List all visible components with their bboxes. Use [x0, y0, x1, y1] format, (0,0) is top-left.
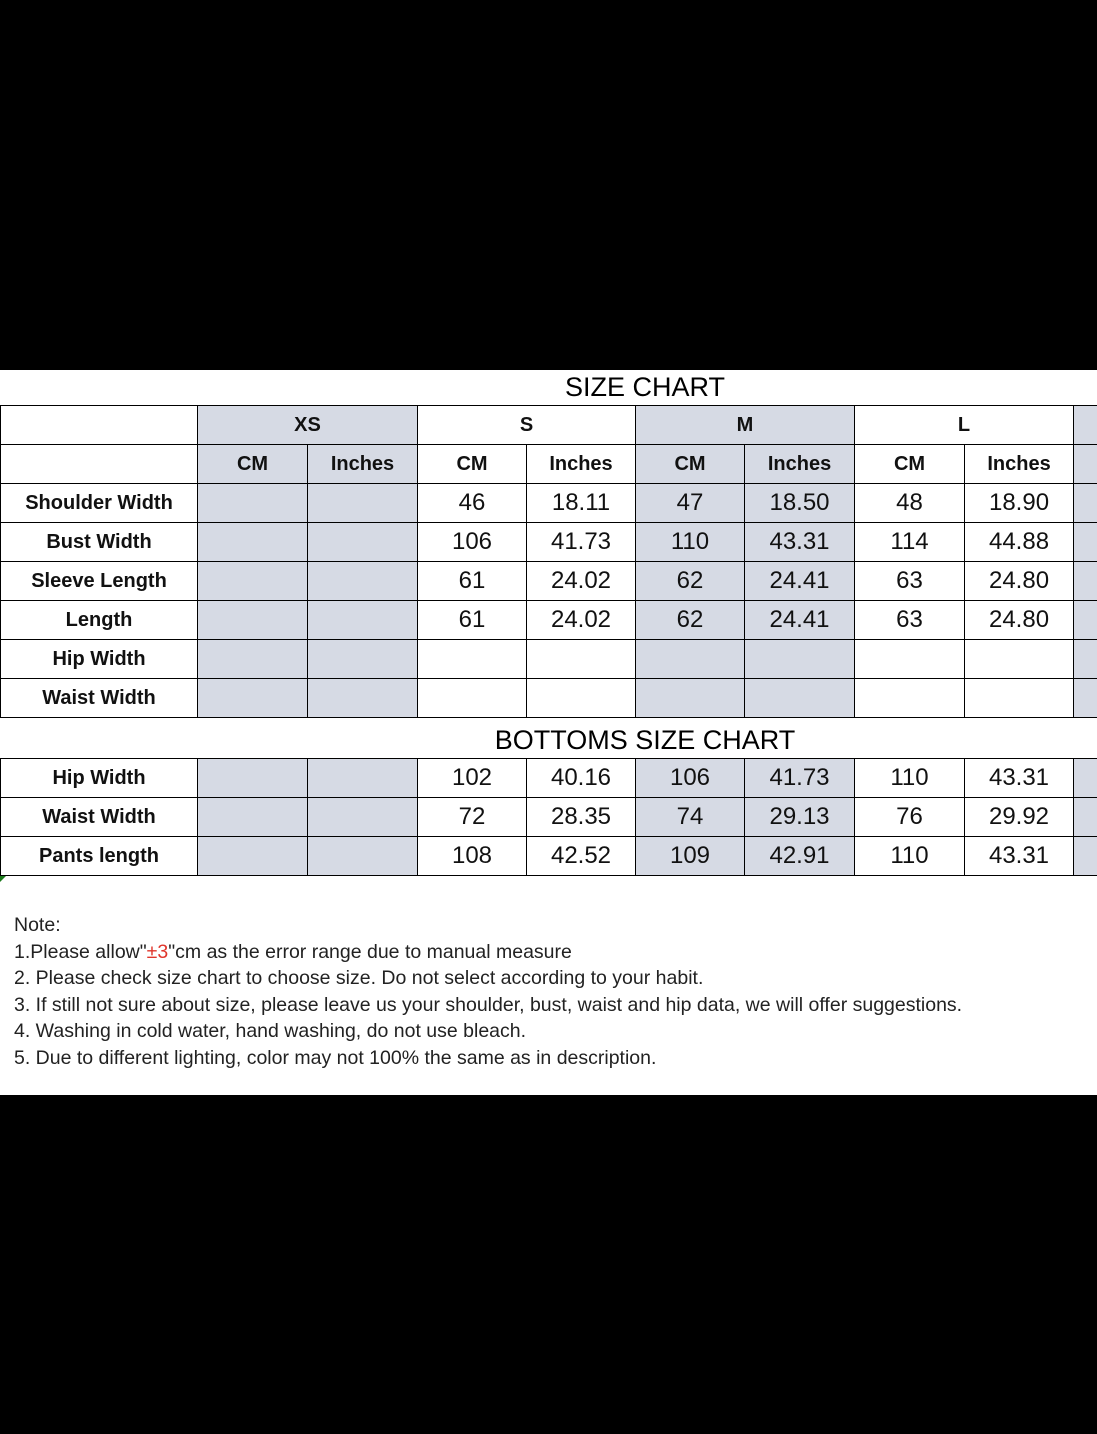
note-line-3: 3. If still not sure about size, please leave us your shoulder, bust, waist and hip data, we will offer suggestions.: [14, 993, 963, 1016]
measurement-cell: [308, 679, 418, 718]
measurement-cell: 24.02: [527, 562, 636, 601]
measurement-cell: 41.73: [745, 759, 855, 798]
measurement-cell: 29.13: [745, 798, 855, 837]
overflow-cell: [1074, 679, 1097, 718]
size-header-xs: XS: [198, 406, 418, 445]
unit-header-overflow: [1074, 445, 1097, 484]
size-header-m: M: [636, 406, 855, 445]
table-row: [1, 837, 1097, 876]
top-size-table: [0, 405, 1097, 718]
table-row: [1, 601, 1097, 640]
measurement-cell: [308, 601, 418, 640]
measurement-cell: [636, 640, 745, 679]
measurement-cell: 48: [855, 484, 965, 523]
measurement-cell: [198, 837, 308, 876]
measurement-cell: 72: [418, 798, 527, 837]
measurement-cell: [308, 484, 418, 523]
measurement-cell: 102: [418, 759, 527, 798]
measurement-cell: 106: [636, 759, 745, 798]
note-line-1: [14, 939, 962, 966]
table-row: [1, 759, 1097, 798]
notes-heading: Note:: [14, 914, 61, 936]
measurement-cell: [745, 640, 855, 679]
measurement-cell: 114: [855, 523, 965, 562]
measurement-cell: [527, 640, 636, 679]
measurement-cell: [198, 679, 308, 718]
table-row: [1, 679, 1097, 718]
measurement-cell: 62: [636, 562, 745, 601]
measurement-cell: 24.80: [965, 601, 1074, 640]
table-row: [1, 484, 1097, 523]
overflow-cell: [1074, 640, 1097, 679]
unit-header-cm: CM: [855, 445, 965, 484]
measurement-cell: [527, 679, 636, 718]
overflow-cell: [1074, 562, 1097, 601]
measurement-cell: 24.02: [527, 601, 636, 640]
measurement-cell: 110: [636, 523, 745, 562]
table-row: [1, 562, 1097, 601]
table-row: [1, 640, 1097, 679]
measurement-cell: 41.73: [527, 523, 636, 562]
measurement-cell: 74: [636, 798, 745, 837]
measurement-cell: [198, 798, 308, 837]
size-header-overflow: [1074, 406, 1097, 445]
overflow-cell: [1074, 759, 1097, 798]
measurement-cell: [308, 562, 418, 601]
measurement-cell: 28.35: [527, 798, 636, 837]
overflow-cell: [1074, 523, 1097, 562]
measurement-cell: 63: [855, 601, 965, 640]
table-row: [1, 523, 1097, 562]
size-header-row: [1, 406, 1097, 445]
measurement-cell: [418, 679, 527, 718]
measurement-cell: [745, 679, 855, 718]
note-tolerance-value: ±3: [146, 940, 169, 963]
unit-header-corner-cell: [1, 445, 198, 484]
measurement-cell: 43.31: [965, 759, 1074, 798]
row-label: Sleeve Length: [1, 562, 198, 601]
measurement-cell: 43.31: [745, 523, 855, 562]
measurement-cell: [198, 562, 308, 601]
measurement-cell: [198, 759, 308, 798]
measurement-cell: 61: [418, 562, 527, 601]
unit-header-cm: CM: [198, 445, 308, 484]
size-header-l: L: [855, 406, 1074, 445]
bottoms-size-chart-title: BOTTOMS SIZE CHART: [494, 725, 796, 755]
unit-header-inches: Inches: [308, 445, 418, 484]
measurement-cell: 18.50: [745, 484, 855, 523]
measurement-cell: 63: [855, 562, 965, 601]
measurement-cell: 61: [418, 601, 527, 640]
measurement-cell: [308, 837, 418, 876]
row-label: Bust Width: [1, 523, 198, 562]
size-header-s: S: [418, 406, 636, 445]
measurement-cell: 47: [636, 484, 745, 523]
measurement-cell: 24.41: [745, 601, 855, 640]
row-label: Hip Width: [1, 759, 198, 798]
measurement-cell: [965, 640, 1074, 679]
measurement-cell: [308, 640, 418, 679]
overflow-cell: [1074, 484, 1097, 523]
row-label: Shoulder Width: [1, 484, 198, 523]
measurement-cell: [308, 523, 418, 562]
unit-header-row: [1, 445, 1097, 484]
header-corner-cell: [1, 406, 198, 445]
measurement-cell: [308, 759, 418, 798]
overflow-cell: [1074, 601, 1097, 640]
measurement-cell: 106: [418, 523, 527, 562]
measurement-cell: [965, 679, 1074, 718]
measurement-cell: 109: [636, 837, 745, 876]
measurement-cell: [855, 640, 965, 679]
measurement-cell: 46: [418, 484, 527, 523]
measurement-cell: [855, 679, 965, 718]
table-row: [1, 798, 1097, 837]
notes-block: [14, 912, 962, 1071]
unit-header-inches: Inches: [965, 445, 1074, 484]
measurement-cell: 76: [855, 798, 965, 837]
measurement-cell: 24.80: [965, 562, 1074, 601]
row-label: Length: [1, 601, 198, 640]
measurement-cell: [198, 484, 308, 523]
measurement-cell: 42.91: [745, 837, 855, 876]
measurement-cell: [308, 798, 418, 837]
measurement-cell: 43.31: [965, 837, 1074, 876]
row-label: Waist Width: [1, 798, 198, 837]
measurement-cell: 40.16: [527, 759, 636, 798]
measurement-cell: [198, 523, 308, 562]
measurement-cell: [198, 601, 308, 640]
unit-header-cm: CM: [418, 445, 527, 484]
size-chart-title: SIZE CHART: [564, 372, 726, 402]
measurement-cell: 44.88: [965, 523, 1074, 562]
row-label: Pants length: [1, 837, 198, 876]
measurement-cell: 110: [855, 759, 965, 798]
bottoms-size-table: [0, 758, 1097, 876]
unit-header-inches: Inches: [527, 445, 636, 484]
unit-header-cm: CM: [636, 445, 745, 484]
measurement-cell: [636, 679, 745, 718]
measurement-cell: 110: [855, 837, 965, 876]
note-line-5: 5. Due to different lighting, color may not 100% the same as in description.: [14, 1046, 657, 1069]
note-line-1-text: 1.Please allow": [14, 940, 147, 963]
row-label: Waist Width: [1, 679, 198, 718]
measurement-cell: 62: [636, 601, 745, 640]
overflow-cell: [1074, 798, 1097, 837]
measurement-cell: [198, 640, 308, 679]
note-line-2: 2. Please check size chart to choose size. Do not select according to your habit.: [14, 967, 704, 989]
row-label: Hip Width: [1, 640, 198, 679]
note-line-1-text-end: "cm as the error range due to manual measure: [168, 940, 572, 963]
measurement-cell: 29.92: [965, 798, 1074, 837]
note-line-4: 4. Washing in cold water, hand washing, do not use bleach.: [14, 1020, 527, 1042]
measurement-cell: [418, 640, 527, 679]
cell-corner-marker: [0, 876, 6, 882]
measurement-cell: 24.41: [745, 562, 855, 601]
size-chart-sheet: [0, 370, 1097, 1095]
measurement-cell: 18.11: [527, 484, 636, 523]
unit-header-inches: Inches: [745, 445, 855, 484]
overflow-cell: [1074, 837, 1097, 876]
measurement-cell: 108: [418, 837, 527, 876]
measurement-cell: 42.52: [527, 837, 636, 876]
measurement-cell: 18.90: [965, 484, 1074, 523]
